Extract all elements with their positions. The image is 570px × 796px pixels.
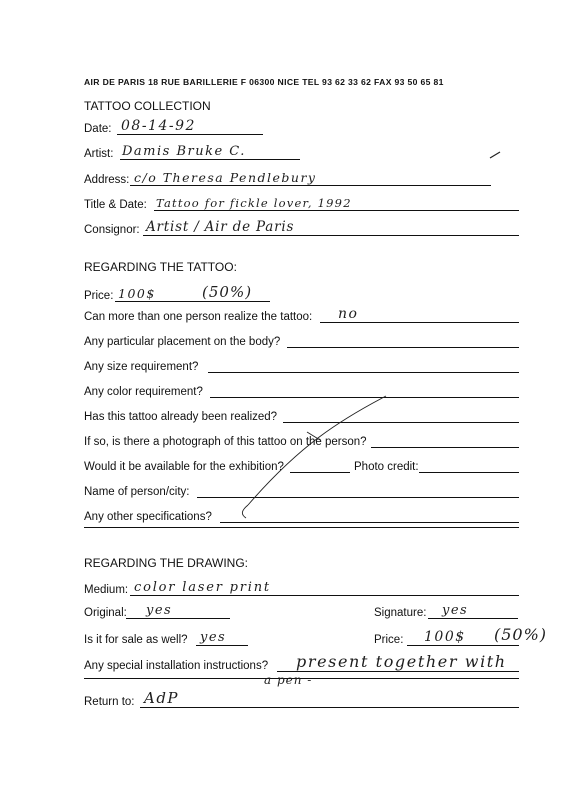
pen-curve-tail	[242, 505, 248, 518]
title-date-value[interactable]: Tattoo for fickle lover, 1992	[156, 196, 352, 210]
for-sale-value[interactable]: yes	[200, 630, 227, 645]
tattoo-price-value[interactable]: 100$	[118, 286, 156, 301]
return-to-value[interactable]: AdP	[144, 689, 180, 707]
title-date-label: Title & Date:	[84, 199, 147, 211]
date-value[interactable]: 08-14-92	[121, 118, 196, 134]
name-city-label: Name of person/city:	[84, 486, 190, 498]
color-label: Any color requirement?	[84, 386, 203, 398]
installation-label: Any special installation instructions?	[84, 660, 269, 672]
artist-label: Artist:	[84, 148, 114, 160]
drawing-price-value[interactable]: 100$	[424, 629, 466, 645]
address-label: Address:	[84, 174, 130, 186]
pen-curve-stroke	[248, 396, 386, 505]
realized-label: Has this tattoo already been realized?	[84, 411, 278, 423]
artist-value[interactable]: Damis Bruke C.	[122, 144, 246, 159]
for-sale-label: Is it for sale as well?	[84, 634, 188, 646]
form-title: TATTOO COLLECTION	[84, 99, 211, 113]
installation-value[interactable]: present together with	[296, 652, 507, 671]
placement-label: Any particular placement on the body?	[84, 336, 281, 348]
tattoo-heading: REGARDING THE TATTOO:	[84, 260, 237, 274]
pen-tick-mark	[490, 152, 500, 158]
signature-label: Signature:	[374, 607, 427, 619]
other-specs-label: Any other specifications?	[84, 511, 212, 523]
address-value[interactable]: c/o Theresa Pendlebury	[134, 170, 317, 185]
pen-small-stroke	[307, 432, 320, 440]
letterhead: AIR DE PARIS 18 RUE BARILLERIE F 06300 NICE TEL 93 62 33 62 FAX 93 50 65 81	[84, 77, 444, 87]
more-than-one-value[interactable]: no	[338, 306, 359, 322]
more-than-one-label: Can more than one person realize the tattoo:	[84, 311, 313, 323]
drawing-heading: REGARDING THE DRAWING:	[84, 556, 249, 570]
drawing-price-label: Price:	[374, 634, 404, 646]
original-value[interactable]: yes	[146, 603, 173, 618]
date-label: Date:	[84, 123, 112, 135]
photograph-label: If so, is there a photograph of this tattoo on the person?	[84, 436, 367, 448]
drawing-price-percent[interactable]: (50%)	[494, 625, 548, 644]
return-to-label: Return to:	[84, 696, 135, 708]
size-label: Any size requirement?	[84, 361, 199, 373]
photo-credit-label: Photo credit:	[354, 461, 419, 473]
installation-value-2[interactable]: a pen -	[264, 673, 313, 687]
consignor-value[interactable]: Artist / Air de Paris	[146, 219, 295, 235]
medium-value[interactable]: color laser print	[134, 580, 271, 595]
tattoo-price-percent[interactable]: (50%)	[202, 283, 253, 301]
original-label: Original:	[84, 607, 127, 619]
exhibition-label: Would it be available for the exhibition?	[84, 461, 284, 473]
tattoo-price-label: Price:	[84, 290, 114, 302]
consignor-label: Consignor:	[84, 224, 140, 236]
signature-value[interactable]: yes	[442, 603, 469, 618]
medium-label: Medium:	[84, 584, 129, 596]
